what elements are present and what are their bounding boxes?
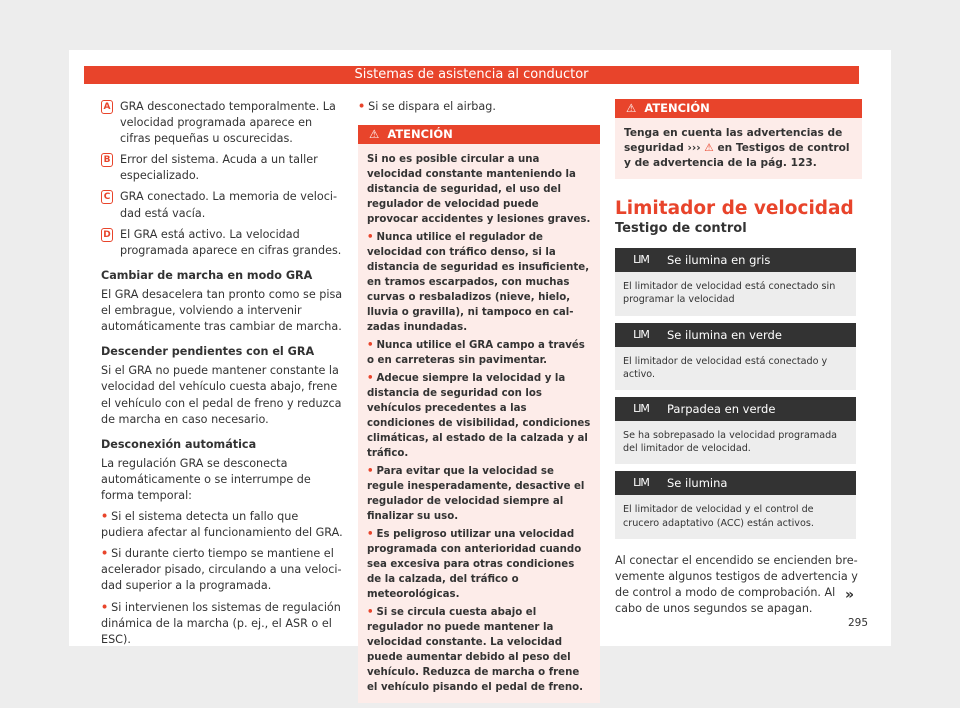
legend-item: [101, 99, 343, 147]
warning-header: ⚠ ATENCIÓN: [615, 99, 862, 118]
legend-letter-a: A: [101, 100, 113, 114]
list-item: • Si el sistema detecta un fallo que pudiera afectar al funcionamiento del GRA.: [101, 510, 343, 540]
section-title: Limitador de velocidad: [615, 198, 854, 219]
lamp-entry: [615, 323, 856, 390]
warning-header: ⚠ ATENCIÓN: [358, 125, 600, 144]
closing-paragraph: Al conectar el encendido se encienden brevemente algunos testigos de advertencia y de control a modo de comprobación. Al cabo de unos segundos se apagan.: [615, 553, 858, 616]
warning-triangle-icon: ⚠: [626, 101, 637, 115]
lamp-description: El limitador de velocidad está conectado y activo.: [623, 355, 828, 380]
legend-letter-d: D: [101, 228, 113, 242]
warning-bullet: • Adecue siempre la velocidad y la distancia de seguridad con los vehículos precedentes a las condiciones de visibilidad, condiciones climáticas, al estado de la calzada y al tráfico.: [367, 373, 591, 460]
lamp-state: Parpadea en verde: [667, 401, 776, 416]
bullet-icon: •: [358, 100, 366, 113]
warning-intro: Si no es posible circular a una velocidad constante manteniendo la distancia de seguridad, el uso del regulador de velocidad puede provocar accidentes y lesiones graves.: [367, 154, 591, 226]
warning-triangle-icon: ⚠: [369, 127, 380, 142]
lamp-state: Se ilumina: [667, 476, 728, 491]
heading-cambiar: Cambiar de marcha en modo GRA: [101, 268, 313, 282]
paragraph-cambiar: El GRA desacelera tan pronto como se pisa el embrague, volviendo a intervenir automáticamente tras cambiar de marcha.: [101, 287, 343, 334]
legend-text: Error del sistema. Acuda a un taller especializado.: [120, 153, 318, 183]
legend-letter-b: B: [101, 153, 113, 167]
legend-text: GRA conectado. La memoria de velocidad está vacía.: [120, 190, 338, 220]
warning-bullet: • Si se circula cuesta abajo el regulador no puede mantener la velocidad constante. La velocidad puede aumentar debido al peso del vehículo. Reduzca de marcha o frene el vehículo pisando el pedal de freno.: [367, 607, 583, 694]
speed-limiter-icon: LIM: [633, 476, 649, 490]
column-3: [615, 99, 862, 617]
heading-desconexion: Desconexión automática: [101, 437, 257, 451]
speed-limiter-icon: LIM: [633, 253, 649, 267]
lamp-state: Se ilumina en gris: [667, 253, 771, 268]
warning-bullet: • Para evitar que la velocidad se regule inesperadamente, desactive el regulador de velocidad siempre al finalizar su uso.: [367, 466, 585, 523]
warning-bullet: • Nunca utilice el regulador de velocidad con tráfico denso, si la distancia de seguridad es insuficiente, en tramos escarpados, con muchas curvas o resbaladizos (nieve, hielo, lluvia o gravilla), ni tampoco en calzadas inundadas.: [367, 232, 590, 334]
lamp-state: Se ilumina en verde: [667, 327, 782, 342]
column-1: [101, 99, 343, 648]
legend-item: [101, 189, 343, 221]
warning-triangle-icon: ⚠: [704, 142, 714, 154]
warning-bullet: • Nunca utilice el GRA campo a través o en carreteras sin pavimentar.: [367, 340, 585, 367]
heading-descender: Descender pendientes con el GRA: [101, 345, 315, 359]
continue-arrow-icon: »: [845, 587, 855, 603]
legend-text: GRA desconectado temporalmente. La velocidad programada aparece en cifras pequeñas u oscurecidas.: [120, 100, 336, 146]
column-2: [358, 99, 600, 703]
bullet-icon: •: [101, 510, 109, 524]
bullet-icon: •: [101, 600, 109, 614]
page-header: Sistemas de asistencia al conductor: [84, 66, 859, 84]
legend-item: [101, 227, 343, 259]
lamp-entry: [615, 248, 856, 315]
list-item: • Si durante cierto tiempo se mantiene el acelerador pisado, circulando a una velocidad superior a la programada.: [101, 547, 342, 593]
legend-item: [101, 152, 343, 184]
lamp-description: El limitador de velocidad y el control de crucero adaptativo (ACC) están activos.: [623, 504, 814, 529]
lamp-description: El limitador de velocidad está conectado sin programar la velocidad: [623, 281, 836, 306]
lamp-description: Se ha sobrepasado la velocidad programada del limitador de velocidad.: [623, 430, 838, 455]
lamp-entry: [615, 397, 856, 464]
paragraph-desconexion: La regulación GRA se desconecta automáticamente o se interrumpe de forma temporal:: [101, 456, 311, 502]
warning-body: [367, 152, 591, 695]
list-item: • Si se dispara el airbag.: [358, 100, 496, 113]
paragraph-descender: Si el GRA no puede mantener constante la velocidad del vehículo cuesta abajo, frene el vehículo con el pedal de freno y reduzca de marcha en caso necesario.: [101, 364, 342, 426]
section-subtitle: Testigo de control: [615, 221, 747, 237]
warning-body: Tenga en cuenta las advertencias de seguridad ››› ⚠ en Testigos de control y de advertencia de la pág. 123.: [624, 127, 850, 169]
warning-bullet: • Es peligroso utilizar una velocidad programada con anterioridad cuando sea excesiva para otras condiciones de la calzada, del tráfico o meteorológicas.: [367, 529, 582, 601]
speed-limiter-icon: LIM: [633, 401, 649, 415]
legend-letter-c: C: [101, 190, 113, 204]
list-item: • Si intervienen los sistemas de regulación dinámica de la marcha (p. ej., el ASR o el ESC).: [101, 600, 341, 646]
speed-limiter-icon: LIM: [633, 327, 649, 341]
warning-box-2: [615, 99, 862, 179]
bullet-icon: •: [101, 547, 109, 561]
lamp-entry: [615, 471, 856, 538]
legend-text: El GRA está activo. La velocidad programada aparece en cifras grandes.: [120, 227, 342, 257]
page-number: 295: [848, 617, 869, 629]
warning-box: [358, 125, 600, 703]
